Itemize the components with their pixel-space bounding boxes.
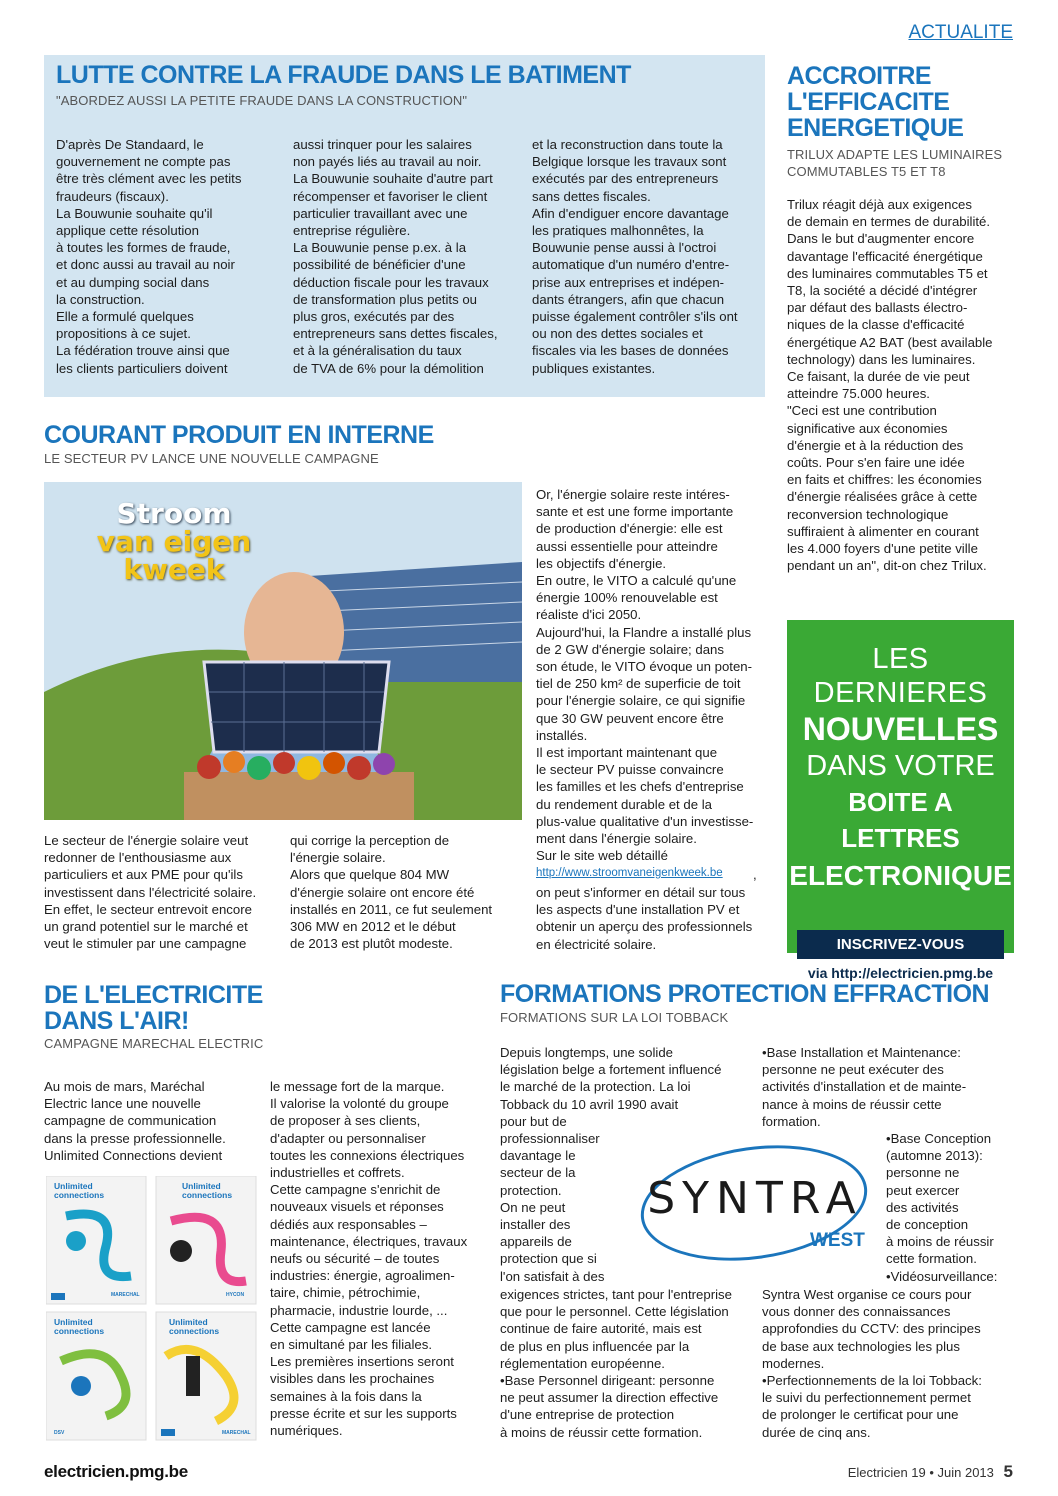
pv-slogan-line-1: Stroom bbox=[116, 497, 232, 530]
poster-4-brand: MARECHAL bbox=[222, 1430, 251, 1436]
trilux-title-line-2: L'EFFICACITE bbox=[787, 88, 950, 116]
trilux-subtitle bbox=[787, 146, 1002, 180]
marechal-title-line-2: DANS L'AIR! bbox=[44, 1007, 189, 1035]
pv-website-link[interactable]: http://www.stroomvaneigenkweek.be bbox=[536, 867, 723, 879]
syntra-column-2-right: •Base Conception (automne 2013): personne ne peut exercer des activités de conception à moins de réussir cette formation. •Vidéosurveillance: bbox=[886, 1131, 998, 1284]
pv-slogan-line-3: kweek bbox=[123, 553, 225, 586]
subscribe-button[interactable]: INSCRIVEZ-VOUS bbox=[797, 930, 1004, 959]
footer-website[interactable]: electricien.pmg.be bbox=[44, 1462, 188, 1481]
pv-title: COURANT PRODUIT EN INTERNE bbox=[44, 421, 434, 449]
poster-2-brand: HYCON bbox=[226, 1292, 245, 1298]
syntra-column-2-intro: •Base Installation et Maintenance: personne ne peut exécuter des activités d'installation et de mainte- nance à moins de réussir cette formation. bbox=[762, 1045, 967, 1129]
newsletter-ad[interactable] bbox=[787, 620, 1014, 981]
syntra-column-2-cont: Syntra West organise ce cours pour vous donner des connaissances approfondies du CCTV: des principes de base aux technologies les plus modernes. •Perfectionnements de la loi Tobback: le suivi du perfectionnement permet de prolonger le certificat pour une durée de cinq ans. bbox=[762, 1287, 982, 1440]
logo-west-text: WEST bbox=[810, 1230, 865, 1251]
syntra-subtitle: FORMATIONS SUR LA LOI TOBBACK bbox=[500, 1010, 729, 1025]
pv-column-3-end: on peut s'informer en détail sur tous les aspects d'une installation PV et obtenir un aperçu des professionnels en électricité solaire. bbox=[536, 885, 753, 952]
poster-1-brand: MARECHAL bbox=[111, 1292, 140, 1298]
poster-3-brand: DSV bbox=[54, 1430, 65, 1436]
syntra-west-logo bbox=[625, 1135, 883, 1270]
ad-line-3: DANS VOTRE bbox=[806, 750, 995, 782]
marechal-title-line-1: DE L'ELECTRICITE bbox=[44, 981, 263, 1009]
trilux-subtitle-line-2: COMMUTABLES T5 ET T8 bbox=[787, 164, 946, 179]
pv-link-comma: , bbox=[753, 867, 757, 882]
pv-campaign-photo bbox=[44, 482, 522, 820]
trilux-title bbox=[787, 63, 963, 141]
trilux-subtitle-line-1: TRILUX ADAPTE LES LUMINAIRES bbox=[787, 147, 1003, 162]
fraude-column-2: aussi trinquer pour les salaires non payés liés au travail au noir. La Bouwunie souhaite d'autre part récompenser et favoriser le client particulier travaillant avec une entreprise régulière. La Bouwunie pense p.ex. à la possibilité de bénéficier d'une déduction fiscale pour les travaux de transformation plus petits ou plus gros, exécutés par des entrepreneurs sans dettes fiscales, et à la généralisation du taux de TVA de 6% pour la démolition bbox=[293, 137, 498, 376]
syntra-column-1-cont: exigences strictes, tant pour l'entreprise que pour le personnel. Cette législation continue de faire autorité, mais est de plus en plus influencée par la réglementation européenne. •Base Personnel dirigeant: personne ne peut assumer la direction effective d'une entreprise de protection à moins de réussir cette formation. bbox=[500, 1287, 732, 1440]
poster-2-text: Unlimited connections bbox=[182, 1181, 233, 1200]
fraude-column-3: et la reconstruction dans toute la Belgique lorsque les travaux sont exécutés par des entrepreneurs sans dettes fiscales. Afin d'endiguer encore davantage les pratiques malhonnêtes, la Bouwunie pense aussi à l'octroi automatique d'un numéro d'entre- prise aux entreprises et indépen- dants étrangers, afin que chacun puisse également contrôler s'ils ont ou non des dettes sociales et fiscales via les bases de données publiques existantes. bbox=[532, 137, 738, 376]
poster-4-text: Unlimited connections bbox=[169, 1317, 220, 1336]
pv-column-2: qui corrige la perception de l'énergie solaire. Alors que quelque 804 MW d'énergie solaire ont encore été installés en 2011, ce fut seulement 306 MW en 2012 et le début de 2013 est plutôt modeste. bbox=[290, 833, 493, 952]
footer-page-number: 5 bbox=[1003, 1462, 1013, 1481]
marechal-posters-illustration bbox=[46, 1176, 258, 1442]
ad-line-2: NOUVELLES bbox=[802, 711, 999, 747]
ad-line-5: ELECTRONIQUE bbox=[789, 860, 1012, 891]
marechal-campaign-posters bbox=[46, 1176, 258, 1442]
logo-syntra-text: SYNTRA bbox=[647, 1173, 863, 1224]
section-link[interactable]: ACTUALITE bbox=[908, 22, 1013, 43]
ad-url[interactable]: via http://electricien.pmg.be bbox=[807, 965, 994, 981]
ad-line-1: LES DERNIERES bbox=[813, 643, 988, 709]
marechal-column-2: le message fort de la marque. Il valorise la volonté du groupe de proposer à ses clients, d'adapter ou personnaliser toutes les connexions électriques industrielles et coffrets. Cette campagne s'enrichit de nouveaux visuels et réponses dédiés aux responsables – maintenance, électriques, travaux neufs ou sécurité – de toutes industries: énergie, agroalimen- taire, chimie, pétrochimie, pharmacie, industrie lourde, ... Cette campagne est lancée en simultané par les filiales. Les premières insertions seront visibles dans les prochaines semaines à la fois dans la presse écrite et sur les supports numériques. bbox=[270, 1079, 468, 1439]
syntra-column-1-intro: Depuis longtemps, une solide législation belge a fortement influencé le marché de la protection. La loi Tobback du 10 avril 1990 avait pour but de professionnaliser davantage le secteur de la protection. On ne peut installer des appareils de protection que si l'on satisfait à des bbox=[500, 1045, 722, 1284]
pv-column-3: Or, l'énergie solaire reste intéres- sante et est une forme importante de production d'énergie: elle est aussi essentielle pour atteindre les objectifs d'énergie. En outre, le VITO a calculé qu'une énergie 100% renouvelable est réaliste d'ici 2050. Aujourd'hui, la Flandre a installé plus de 2 GW d'énergie solaire; dans son étude, le VITO évoque un poten- tiel de 250 km² de superficie de toit pour l'énergie solaire, ce qui signifie que 30 GW peuvent encore être installés. Il est important maintenant que le secteur PV puisse convaincre les familles et les chefs d'entreprise du rendement durable et de la plus-value qualitative d'un investisse- ment dans l'énergie solaire. Sur le site web détaillé bbox=[536, 487, 754, 864]
fraude-column-1: D'après De Standaard, le gouvernement ne compte pas être très clément avec les petits fraudeurs (fiscaux). La Bouwunie souhaite qu'il applique cette résolution à toutes les formes de fraude, et donc aussi au travail au noir et au dumping social dans la construction. Elle a formulé quelques propositions à ce sujet. La fédération trouve ainsi que les clients particuliers doivent bbox=[56, 137, 242, 376]
trilux-title-line-3: ENERGETIQUE bbox=[787, 114, 964, 142]
marechal-column-1: Au mois de mars, Maréchal Electric lance une nouvelle campagne de communication dans la presse professionnelle. Unlimited Connections devient bbox=[44, 1079, 226, 1163]
fraude-subtitle: "ABORDEZ AUSSI LA PETITE FRAUDE DANS LA CONSTRUCTION" bbox=[56, 93, 468, 108]
ad-line-4: BOITE A LETTRES bbox=[841, 787, 960, 853]
pv-photo-slogan bbox=[94, 497, 254, 586]
footer-issue bbox=[848, 1462, 1013, 1482]
pv-subtitle: LE SECTEUR PV LANCE UNE NOUVELLE CAMPAGNE bbox=[44, 451, 379, 466]
fraude-title: LUTTE CONTRE LA FRAUDE DANS LE BATIMENT bbox=[56, 61, 631, 89]
pv-slogan-line-2: van eigen bbox=[96, 525, 252, 558]
poster-1-text: Unlimited connections bbox=[54, 1181, 105, 1200]
footer-issue-text: Electricien 19 • Juin 2013 bbox=[847, 1465, 994, 1480]
marechal-subtitle: CAMPAGNE MARECHAL ELECTRIC bbox=[44, 1036, 264, 1051]
trilux-title-line-1: ACCROITRE bbox=[787, 62, 932, 90]
poster-3-text: Unlimited connections bbox=[54, 1317, 105, 1336]
pv-column-1: Le secteur de l'énergie solaire veut redonner de l'enthousiasme aux particuliers et aux PME pour qu'ils investissent dans l'électricité solaire. En effet, le secteur entrevoit encore un grand potentiel sur le marché et veut le stimuler par une campagne bbox=[44, 833, 257, 952]
trilux-body: Trilux réagit déjà aux exigences de demain en termes de durabilité. Dans le but d'augmenter encore davantage l'efficacité énergétique des luminaires commutables T5 et T8, la société a décidé d'intégrer par défaut des ballasts électro- niques de la classe d'efficacité énergétique A2 BAT (best available technology) dans les luminaires. Ce faisant, la durée de vie peut atteindre 75.000 heures. "Ceci est une contribution significative aux économies d'énergie et à la réduction des coûts. Pour s'en faire une idée en faits et chiffres: les économies d'énergie réalisées grâce à cette reconversion technologique suffiraient à alimenter en courant les 4.000 foyers d'une petite ville pendant un an", dit-on chez Trilux. bbox=[787, 197, 993, 574]
syntra-title: FORMATIONS PROTECTION EFFRACTION bbox=[500, 980, 990, 1008]
marechal-title bbox=[44, 982, 263, 1034]
